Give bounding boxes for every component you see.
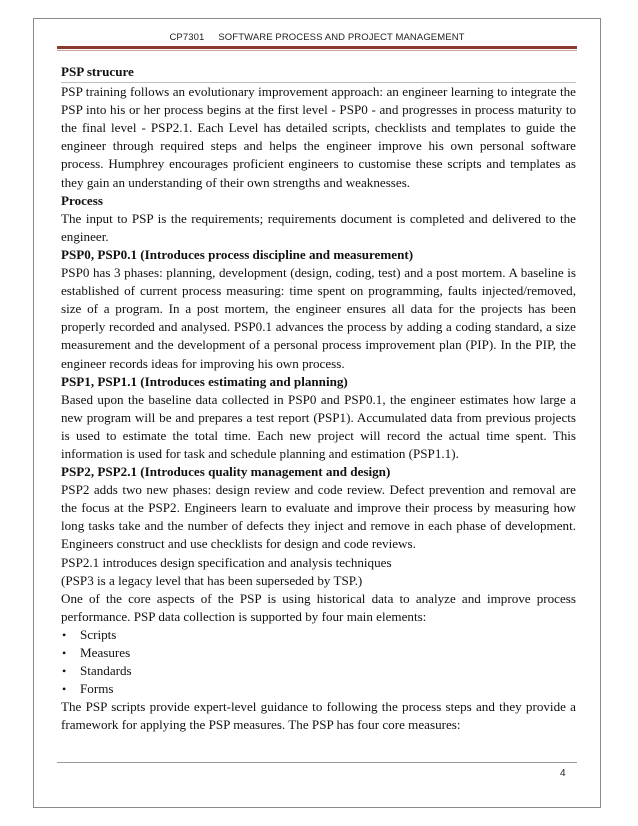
core-aspects-paragraph: One of the core aspects of the PSP is using historical data to analyze and improve process performance. PSP data collection is supported by four main elements: <box>61 590 576 624</box>
intro-paragraph: PSP training follows an evolutionary improvement approach: an engineer learning to integrate the PSP into his or her process begins at the first level - PSP0 - and progresses in process maturity to the final level - PSP2.1. Each Level has detailed scripts, checklists and templates to guide the engineer through required steps and helps the engineer improve his own personal software process. Humphrey encourages proficient engineers to customise these scripts and templates as they gain an understanding of their own strengths and weaknesses. <box>61 84 576 190</box>
psp1-paragraph: Based upon the baseline data collected in PSP0 and PSP0.1, the engineer estimates how large a new program will be and prepares a test report (PSP1). Accumulated data from previous projects is used to estimate the total time. Each new project will record the actual time spent. This information is used for task and schedule planning and estimation (PSP1.1). <box>61 391 576 461</box>
footer-rule <box>57 762 577 763</box>
list-item: • Scripts <box>61 626 576 644</box>
list-item: • Standards <box>61 662 576 680</box>
process-paragraph: The input to PSP is the requirements; requirements document is completed and delivered to the engineer. <box>61 210 576 244</box>
page-number: 4 <box>560 768 566 779</box>
course-title: SOFTWARE PROCESS AND PROJECT MANAGEMENT <box>218 32 465 43</box>
section-title: PSP strucure <box>61 63 576 83</box>
header-rule <box>57 46 577 49</box>
process-heading: Process <box>61 192 103 208</box>
scripts-paragraph: The PSP scripts provide expert-level guidance to following the process steps and they provide a framework for applying the PSP measures. The PSP has four core measures: <box>61 699 576 733</box>
psp21-line: PSP2.1 introduces design specification and analysis techniques <box>61 554 392 570</box>
list-item: • Measures <box>61 644 576 662</box>
document-body <box>61 63 576 734</box>
header-rule-thin <box>57 50 577 51</box>
list-item: • Forms <box>61 680 576 698</box>
elements-list <box>61 626 576 698</box>
psp2-heading: PSP2, PSP2.1 (Introduces quality management and design) <box>61 464 391 480</box>
psp1-heading: PSP1, PSP1.1 (Introduces estimating and planning) <box>61 373 348 389</box>
psp0-paragraph: PSP0 has 3 phases: planning, development (design, coding, test) and a post mortem. A baseline is established of current process measuring: time spent on programming, faults injected/removed, size of a program. In a post mortem, the engineer ensures all data for the projects has been properly recorded and analysed. PSP0.1 advances the process by adding a coding standard, a size measurement and the development of a personal process improvement plan (PIP). In the PIP, the engineer records ideas for improving his own process. <box>61 265 576 371</box>
page-header <box>57 32 577 43</box>
psp0-heading: PSP0, PSP0.1 (Introduces process discipline and measurement) <box>61 246 414 262</box>
psp3-line: (PSP3 is a legacy level that has been superseded by TSP.) <box>61 572 363 588</box>
psp2-paragraph: PSP2 adds two new phases: design review and code review. Defect prevention and removal are the focus at the PSP2. Engineers learn to evaluate and improve their process by measuring how long tasks take and the number of defects they inject and remove in each phase of development. Engineers construct and use checklists for design and code reviews. <box>61 482 576 552</box>
course-code: CP7301 <box>169 32 205 43</box>
